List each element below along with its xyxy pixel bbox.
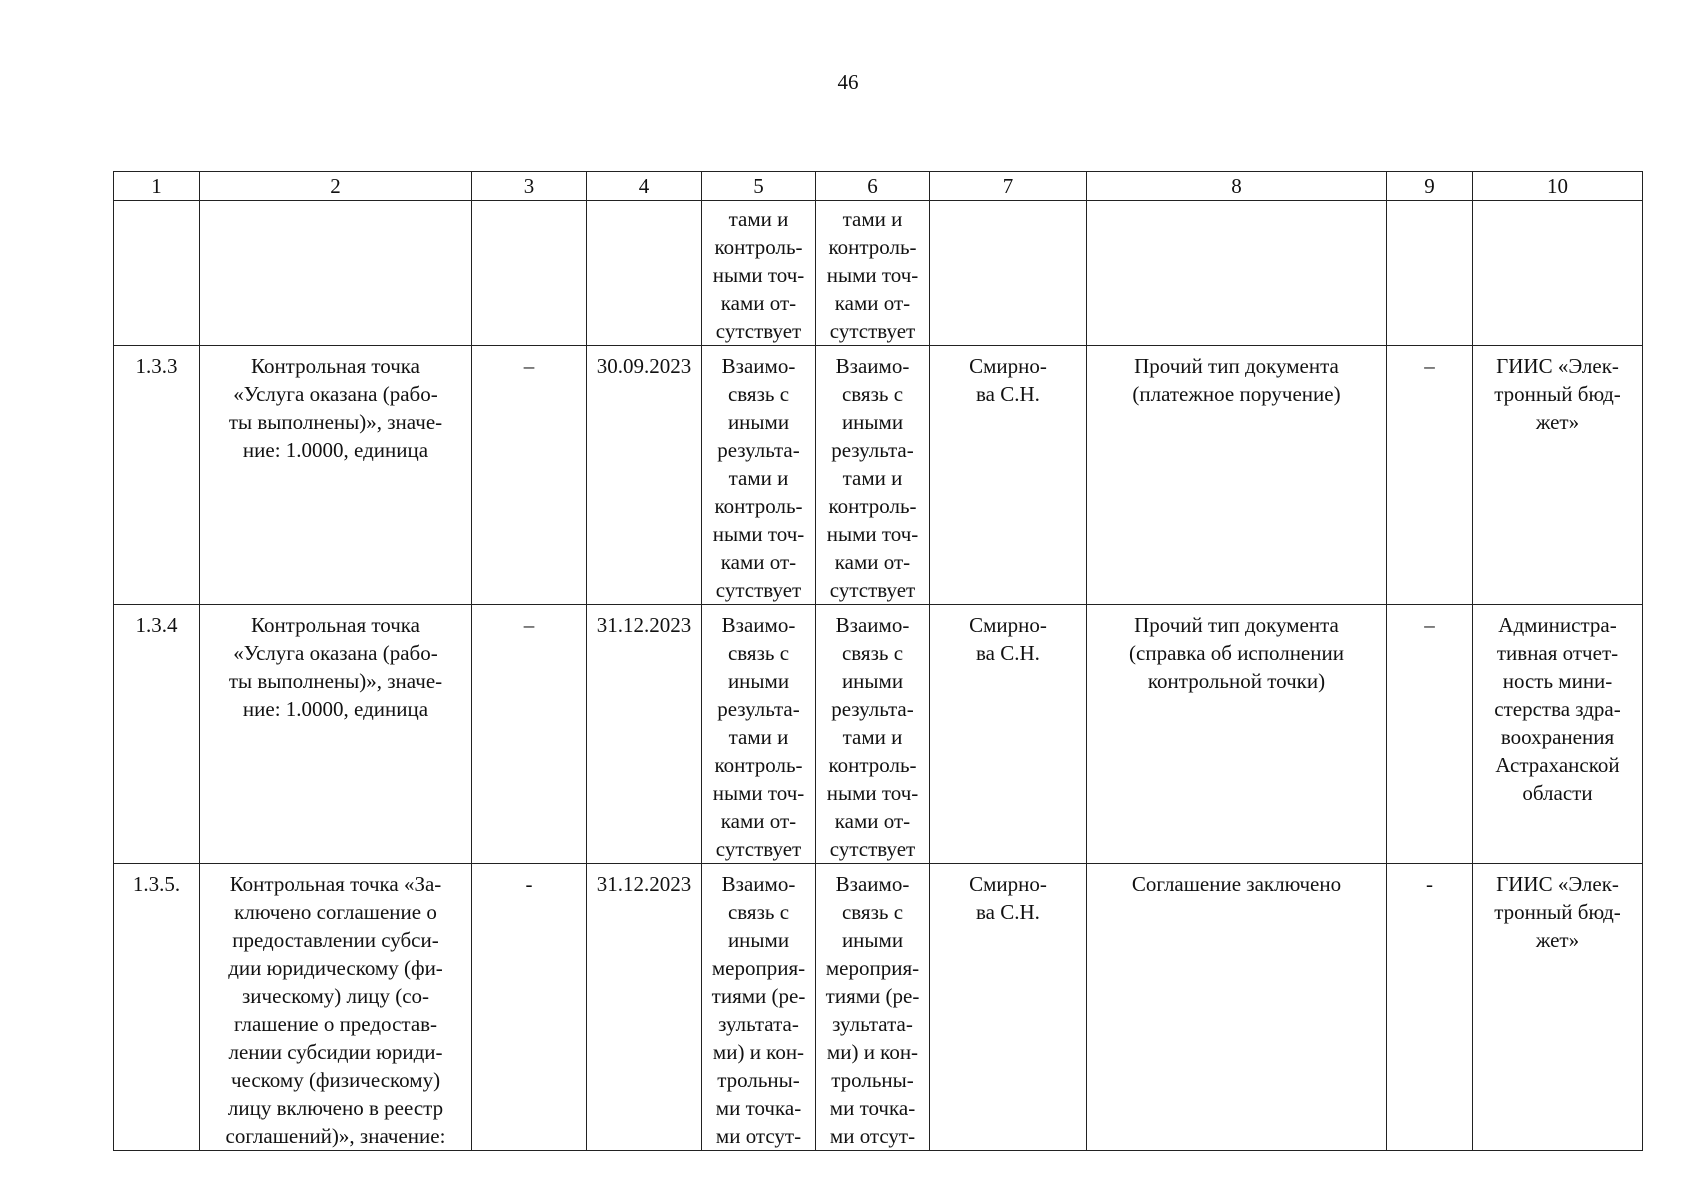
- header-row: [114, 172, 1643, 201]
- cell-number: [114, 201, 200, 346]
- cell-predecessor: Взаимо- связь с иными результа- тами и контроль- ными точ- ками от- сутствует: [702, 346, 816, 605]
- cell-responsible: Смирно- ва С.Н.: [930, 864, 1087, 1151]
- cell-col9: –: [1387, 346, 1473, 605]
- cell-info-system: Администра- тивная отчет- ность мини- стерства здра- воохранения Астраханской области: [1473, 605, 1643, 864]
- cell-successor: тами и контроль- ными точ- ками от- сутствует: [816, 201, 930, 346]
- plan-table: [113, 171, 1643, 1151]
- cell-info-system: ГИИС «Элек- тронный бюд- жет»: [1473, 864, 1643, 1151]
- cell-successor: Взаимо- связь с иными мероприя- тиями (ре- зультата- ми) и кон- трольны- ми точка- ми отсут-: [816, 864, 930, 1151]
- cell-name: [200, 201, 472, 346]
- cell-name: Контрольная точка «Услуга оказана (рабо- ты выполнены)», значе- ние: 1.0000, единица: [200, 605, 472, 864]
- table-row: [114, 864, 1643, 1151]
- header-col-8: 8: [1087, 172, 1387, 201]
- cell-successor: Взаимо- связь с иными результа- тами и контроль- ными точ- ками от- сутствует: [816, 605, 930, 864]
- cell-info-system: [1473, 201, 1643, 346]
- cell-responsible: Смирно- ва С.Н.: [930, 346, 1087, 605]
- header-col-1: 1: [114, 172, 200, 201]
- cell-end-date: [587, 201, 702, 346]
- header-col-2: 2: [200, 172, 472, 201]
- cell-name: Контрольная точка «Услуга оказана (рабо- ты выполнены)», значе- ние: 1.0000, единица: [200, 346, 472, 605]
- header-col-3: 3: [472, 172, 587, 201]
- page-number: 46: [837, 70, 859, 94]
- cell-end-date: 31.12.2023: [587, 864, 702, 1151]
- cell-col9: –: [1387, 605, 1473, 864]
- cell-start-date: -: [472, 864, 587, 1151]
- cell-document: Соглашение заключено: [1087, 864, 1387, 1151]
- header-col-6: 6: [816, 172, 930, 201]
- cell-predecessor: Взаимо- связь с иными результа- тами и контроль- ными точ- ками от- сутствует: [702, 605, 816, 864]
- cell-responsible: [930, 201, 1087, 346]
- cell-end-date: 30.09.2023: [587, 346, 702, 605]
- cell-end-date: 31.12.2023: [587, 605, 702, 864]
- cell-document: [1087, 201, 1387, 346]
- cell-responsible: Смирно- ва С.Н.: [930, 605, 1087, 864]
- table-row: [114, 605, 1643, 864]
- cell-number: 1.3.4: [114, 605, 200, 864]
- cell-document: Прочий тип документа (справка об исполнении контрольной точки): [1087, 605, 1387, 864]
- cell-start-date: –: [472, 605, 587, 864]
- header-col-4: 4: [587, 172, 702, 201]
- cell-number: 1.3.5.: [114, 864, 200, 1151]
- cell-name: Контрольная точка «За- ключено соглашение о предоставлении субси- дии юридическому (фи- зическому) лицу (со- глашение о предостав- лении субсидии юриди- ческому (физическому) лицу включено в реестр соглашений)», значение:: [200, 864, 472, 1151]
- header-col-10: 10: [1473, 172, 1643, 201]
- table-row: [114, 346, 1643, 605]
- cell-document: Прочий тип документа (платежное поручение): [1087, 346, 1387, 605]
- cell-info-system: ГИИС «Элек- тронный бюд- жет»: [1473, 346, 1643, 605]
- header-col-9: 9: [1387, 172, 1473, 201]
- cell-start-date: –: [472, 346, 587, 605]
- header-col-5: 5: [702, 172, 816, 201]
- cell-successor: Взаимо- связь с иными результа- тами и контроль- ными точ- ками от- сутствует: [816, 346, 930, 605]
- header-col-7: 7: [930, 172, 1087, 201]
- cell-col9: -: [1387, 864, 1473, 1151]
- cell-predecessor: тами и контроль- ными точ- ками от- сутствует: [702, 201, 816, 346]
- cell-predecessor: Взаимо- связь с иными мероприя- тиями (ре- зультата- ми) и кон- трольны- ми точка- ми отсут-: [702, 864, 816, 1151]
- cell-number: 1.3.3: [114, 346, 200, 605]
- cell-col9: [1387, 201, 1473, 346]
- cell-start-date: [472, 201, 587, 346]
- table-row-continuation: [114, 201, 1643, 346]
